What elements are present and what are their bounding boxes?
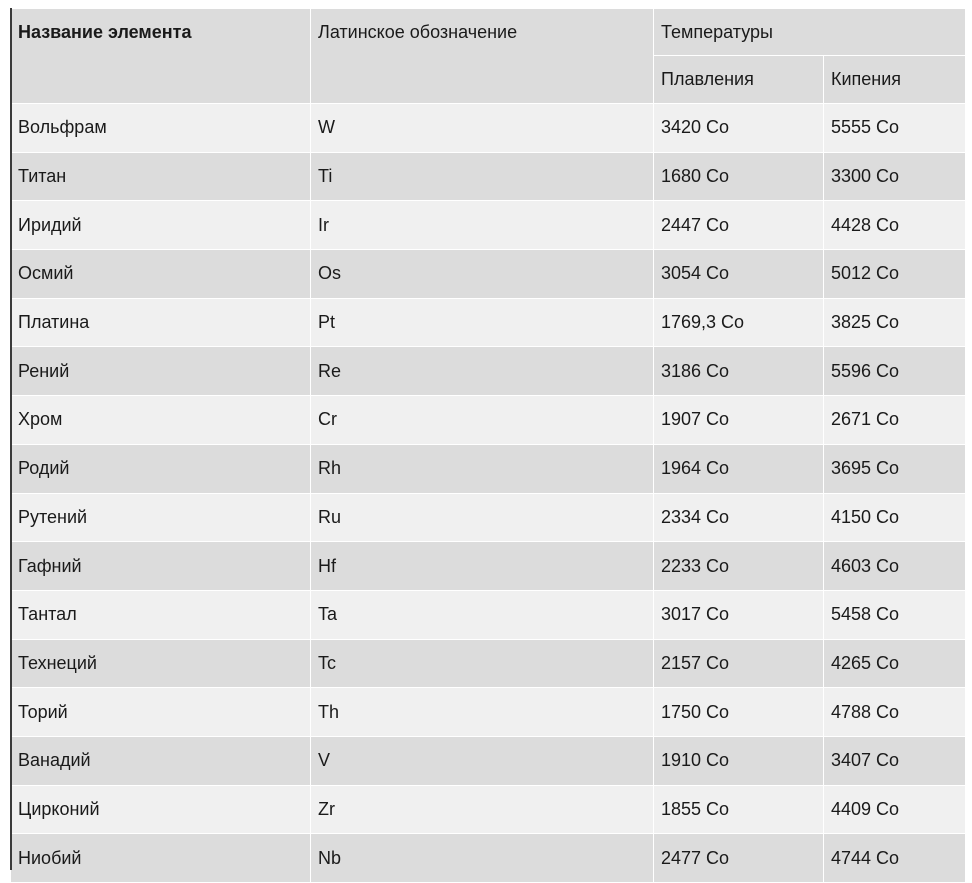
cell-boiling-point: 4744 Со bbox=[824, 834, 966, 883]
table-row bbox=[11, 104, 966, 153]
table-row bbox=[11, 785, 966, 834]
cell-melting-point: 3017 Со bbox=[654, 590, 824, 639]
cell-boiling-point: 3695 Со bbox=[824, 444, 966, 493]
cell-element-name: Хром bbox=[11, 396, 311, 445]
cell-melting-point: 1907 Со bbox=[654, 396, 824, 445]
cell-melting-point: 2334 Со bbox=[654, 493, 824, 542]
cell-boiling-point: 5458 Со bbox=[824, 590, 966, 639]
cell-latin-symbol: Ir bbox=[311, 201, 654, 250]
cell-element-name: Титан bbox=[11, 152, 311, 201]
cell-element-name: Рений bbox=[11, 347, 311, 396]
table-row bbox=[11, 444, 966, 493]
table-row bbox=[11, 201, 966, 250]
header-boiling: Кипения bbox=[824, 56, 966, 104]
table-row bbox=[11, 834, 966, 883]
cell-element-name: Осмий bbox=[11, 250, 311, 299]
cell-latin-symbol: W bbox=[311, 104, 654, 153]
cell-latin-symbol: Ta bbox=[311, 590, 654, 639]
cell-melting-point: 3186 Со bbox=[654, 347, 824, 396]
cell-latin-symbol: Nb bbox=[311, 834, 654, 883]
cell-melting-point: 1855 Со bbox=[654, 785, 824, 834]
cell-element-name: Технеций bbox=[11, 639, 311, 688]
cell-boiling-point: 5555 Со bbox=[824, 104, 966, 153]
cell-latin-symbol: Tc bbox=[311, 639, 654, 688]
table-row bbox=[11, 590, 966, 639]
table-body bbox=[11, 104, 966, 883]
cell-latin-symbol: Pt bbox=[311, 298, 654, 347]
cell-boiling-point: 3407 Со bbox=[824, 736, 966, 785]
cell-melting-point: 1910 Со bbox=[654, 736, 824, 785]
cell-boiling-point: 4428 Со bbox=[824, 201, 966, 250]
cell-latin-symbol: Zr bbox=[311, 785, 654, 834]
cell-melting-point: 2477 Со bbox=[654, 834, 824, 883]
cell-latin-symbol: Re bbox=[311, 347, 654, 396]
cell-boiling-point: 3825 Со bbox=[824, 298, 966, 347]
table-row bbox=[11, 396, 966, 445]
cell-melting-point: 2233 Со bbox=[654, 542, 824, 591]
cell-latin-symbol: V bbox=[311, 736, 654, 785]
table-row bbox=[11, 250, 966, 299]
cell-latin-symbol: Rh bbox=[311, 444, 654, 493]
table-row bbox=[11, 152, 966, 201]
table-row bbox=[11, 639, 966, 688]
cell-element-name: Вольфрам bbox=[11, 104, 311, 153]
cell-latin-symbol: Th bbox=[311, 688, 654, 737]
cell-element-name: Цирконий bbox=[11, 785, 311, 834]
table-row bbox=[11, 688, 966, 737]
cell-melting-point: 2157 Со bbox=[654, 639, 824, 688]
table-header bbox=[11, 9, 966, 104]
cell-melting-point: 1769,3 Со bbox=[654, 298, 824, 347]
table-row bbox=[11, 347, 966, 396]
cell-element-name: Рутений bbox=[11, 493, 311, 542]
cell-element-name: Иридий bbox=[11, 201, 311, 250]
top-margin bbox=[0, 0, 972, 8]
table-row bbox=[11, 542, 966, 591]
cell-melting-point: 3054 Со bbox=[654, 250, 824, 299]
header-row bbox=[11, 9, 966, 56]
cell-element-name: Родий bbox=[11, 444, 311, 493]
table-row bbox=[11, 493, 966, 542]
header-latin-symbol: Латинское обозначение bbox=[311, 9, 654, 104]
cell-boiling-point: 5596 Со bbox=[824, 347, 966, 396]
cell-boiling-point: 4603 Со bbox=[824, 542, 966, 591]
table-row bbox=[11, 298, 966, 347]
cell-latin-symbol: Hf bbox=[311, 542, 654, 591]
cell-element-name: Торий bbox=[11, 688, 311, 737]
cell-latin-symbol: Os bbox=[311, 250, 654, 299]
left-border-line bbox=[10, 8, 12, 870]
cell-element-name: Платина bbox=[11, 298, 311, 347]
cell-boiling-point: 4409 Со bbox=[824, 785, 966, 834]
cell-melting-point: 2447 Со bbox=[654, 201, 824, 250]
cell-boiling-point: 2671 Со bbox=[824, 396, 966, 445]
cell-boiling-point: 4150 Со bbox=[824, 493, 966, 542]
cell-melting-point: 1750 Со bbox=[654, 688, 824, 737]
cell-boiling-point: 3300 Со bbox=[824, 152, 966, 201]
cell-melting-point: 1680 Со bbox=[654, 152, 824, 201]
header-temperatures: Температуры bbox=[654, 9, 966, 56]
cell-element-name: Гафний bbox=[11, 542, 311, 591]
cell-melting-point: 1964 Со bbox=[654, 444, 824, 493]
cell-latin-symbol: Ru bbox=[311, 493, 654, 542]
cell-boiling-point: 5012 Со bbox=[824, 250, 966, 299]
cell-boiling-point: 4265 Со bbox=[824, 639, 966, 688]
cell-melting-point: 3420 Со bbox=[654, 104, 824, 153]
elements-table bbox=[10, 8, 966, 883]
header-element-name: Название элемента bbox=[11, 9, 311, 104]
cell-element-name: Ниобий bbox=[11, 834, 311, 883]
cell-element-name: Тантал bbox=[11, 590, 311, 639]
cell-boiling-point: 4788 Со bbox=[824, 688, 966, 737]
cell-latin-symbol: Cr bbox=[311, 396, 654, 445]
table-container bbox=[10, 8, 965, 883]
table-row bbox=[11, 736, 966, 785]
cell-element-name: Ванадий bbox=[11, 736, 311, 785]
cell-latin-symbol: Ti bbox=[311, 152, 654, 201]
header-melting: Плавления bbox=[654, 56, 824, 104]
